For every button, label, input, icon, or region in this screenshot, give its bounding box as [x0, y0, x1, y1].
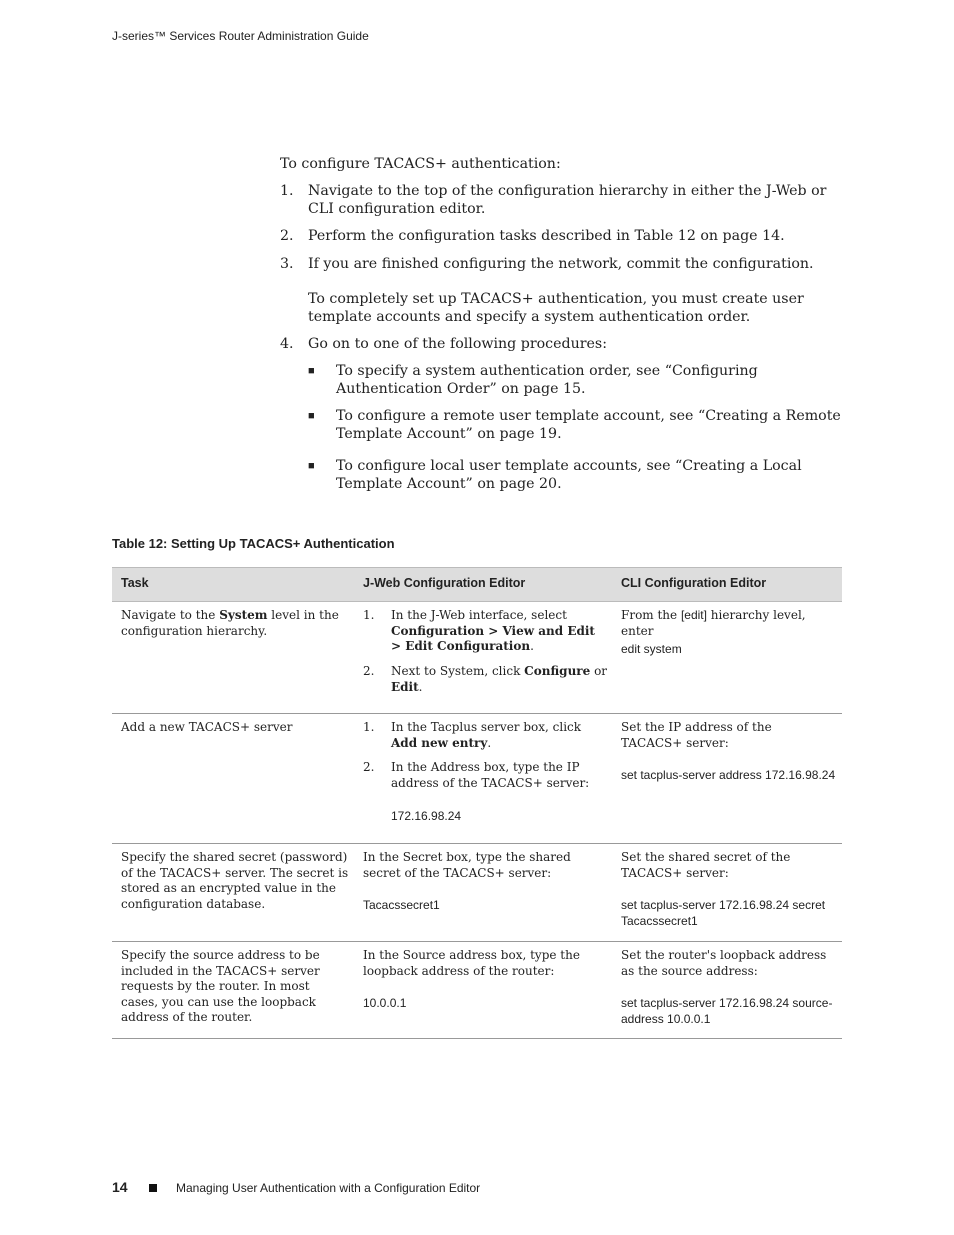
step-text: Go on to one of the following procedures: — [308, 336, 607, 352]
step-text: Navigate to the top of the configuration hierarchy in either the J-Web or CLI configuration editor. — [308, 183, 827, 217]
jweb-cell: In the Source address box, type the loopback address of the router: — [363, 948, 580, 978]
table-row: Navigate to the System level in the configuration hierarchy. 1. In the J-Web interface, select Configuration > View and Edit > Edit Configuration. 2. Next to System, click Configure or Edit. From the [edit] hierarchy level, enter edit system — [112, 602, 842, 714]
jweb-code: 10.0.0.1 — [363, 996, 407, 1010]
cli-cell: Set the shared secret of the TACACS+ server: — [621, 850, 791, 880]
step-number: 4. — [280, 336, 294, 352]
step-number: 2. — [280, 228, 294, 244]
table-row — [112, 844, 842, 942]
step-text: Perform the configuration tasks described in Table 12 on page 14. — [308, 228, 785, 244]
bullet-square-icon: ■ — [308, 460, 315, 472]
task-cell: Navigate to the System level in the configuration hierarchy. — [121, 608, 339, 638]
task-cell: Add a new TACACS+ server — [121, 720, 293, 734]
task-cell: Specify the source address to be included in the TACACS+ server requests by the router. In most cases, you can use the loopback address of the router. — [121, 948, 320, 1024]
header-task: Task — [121, 576, 149, 590]
cli-cell: Set the IP address of the TACACS+ server: — [621, 720, 772, 750]
footer-square-icon — [149, 1184, 157, 1192]
table-header-row — [112, 567, 842, 602]
task-cell: Specify the shared secret (password) of the TACACS+ server. The secret is stored as an encrypted value in the configuration database. — [121, 850, 349, 911]
jweb-code: 172.16.98.24 — [391, 809, 462, 823]
running-header: J-series™ Services Router Administration Guide — [112, 29, 369, 43]
step-note: To completely set up TACACS+ authentication, you must create user template accounts and specify a system authentication order. — [308, 291, 804, 325]
table-row: Add a new TACACS+ server 1. In the Tacplus server box, click Add new entry. 2. In the Address box, type the IP address of the TACACS+ server: 172.16.98.24 Set the IP address of the TACACS+ server: set tacplus-server address 172.16.98.24 — [112, 714, 842, 844]
config-table — [112, 567, 842, 1039]
table-row — [112, 942, 842, 1039]
footer-chapter-title: Managing User Authentication with a Configuration Editor — [176, 1181, 481, 1195]
page-number: 14 — [112, 1179, 128, 1195]
procedure-link-text: To specify a system authentication order, see “Configuring Authentication Order” on page 15. — [336, 363, 758, 397]
table-title: Table 12: Setting Up TACACS+ Authentication — [112, 536, 395, 551]
jweb-code: Tacacssecret1 — [363, 898, 440, 912]
bullet-square-icon: ■ — [308, 365, 315, 377]
cli-command: set tacplus-server address 172.16.98.24 — [621, 768, 836, 782]
procedure-link-text: To configure local user template accounts, see “Creating a Local Template Account” on page 20. — [336, 458, 802, 492]
bullet-square-icon: ■ — [308, 410, 315, 422]
header-cli: CLI Configuration Editor — [621, 576, 767, 590]
cli-cell: From the [edit] hierarchy level, enter — [621, 608, 806, 638]
intro-text: To configure TACACS+ authentication: — [280, 156, 561, 172]
cli-command: set tacplus-server 172.16.98.24 source-address 10.0.0.1 — [621, 996, 833, 1026]
cli-command: edit system — [621, 642, 682, 656]
step-text: If you are finished configuring the network, commit the configuration. — [308, 256, 814, 272]
header-jweb: J-Web Configuration Editor — [363, 576, 526, 590]
step-number: 1. — [280, 183, 294, 199]
jweb-cell: In the Secret box, type the shared secret of the TACACS+ server: — [363, 850, 571, 880]
step-number: 3. — [280, 256, 294, 272]
cli-cell: Set the router's loopback address as the source address: — [621, 948, 827, 978]
procedure-link-text: To configure a remote user template account, see “Creating a Remote Template Account” on page 19. — [336, 408, 841, 442]
cli-command: set tacplus-server 172.16.98.24 secret Tacacssecret1 — [621, 898, 826, 928]
